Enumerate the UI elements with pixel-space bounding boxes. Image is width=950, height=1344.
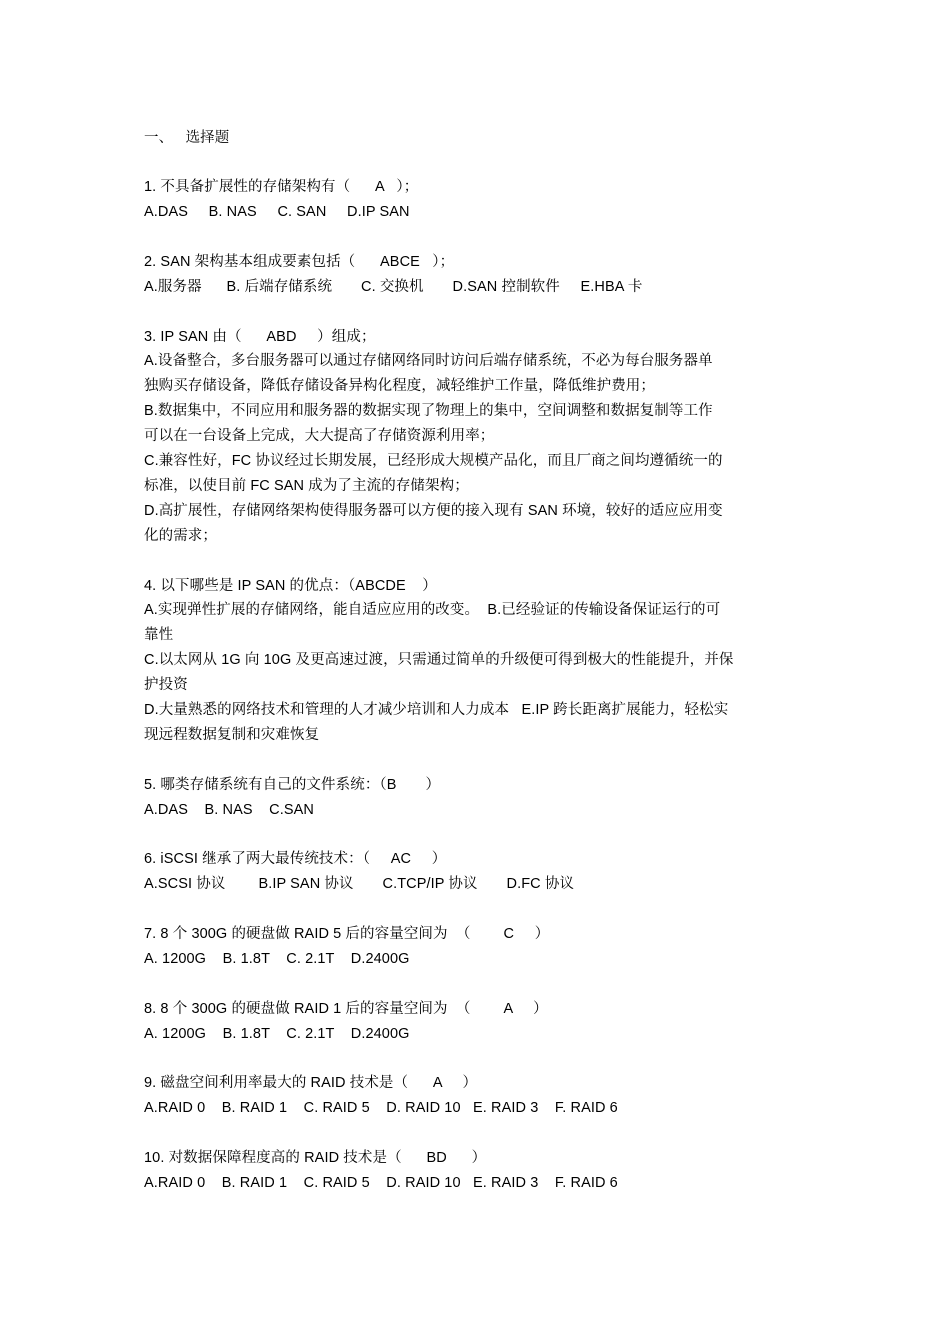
question-3-option-a-line2: 独购买存储设备，降低存储设备异构化程度，减轻维护工作量，降低维护费用； — [144, 378, 655, 394]
question-3-option-d-line2: 化的需求； — [144, 528, 217, 544]
question-8-options: A. 1200G B. 1.8T C. 2.1T D.2400G — [144, 1026, 410, 1042]
question-1: 1. 不具备扩展性的存储架构有（ A ）； — [144, 179, 419, 195]
question-3-option-d-line1: D.高扩展性，存储网络架构使得服务器可以方便的接入现有 SAN 环境，较好的适应应用变 — [144, 503, 723, 519]
question-1-options: A.DAS B. NAS C. SAN D.IP SAN — [144, 204, 410, 220]
question-3-option-b-line1: B.数据集中，不同应用和服务器的数据实现了物理上的集中，空间调整和数据复制等工作 — [144, 403, 713, 419]
question-3: 3. IP SAN 由（ ABD ）组成； — [144, 329, 376, 345]
question-7-options: A. 1200G B. 1.8T C. 2.1T D.2400G — [144, 951, 410, 967]
question-6: 6. iSCSI 继承了两大最传统技术：（ AC ） — [144, 851, 447, 867]
question-4-options-line5: D.大量熟悉的网络技术和管理的人才减少培训和人力成本 E.IP 跨长距离扩展能力，轻松实 — [144, 702, 729, 718]
question-10: 10. 对数据保障程度高的 RAID 技术是（ BD ） — [144, 1150, 487, 1166]
question-3-option-a-line1: A.设备整合，多台服务器可以通过存储网络同时访问后端存储系统，不必为每台服务器单 — [144, 353, 713, 369]
question-7: 7. 8 个 300G 的硬盘做 RAID 5 后的容量空间为 （ C ） — [144, 926, 550, 942]
question-4: 4. 以下哪些是 IP SAN 的优点：（ABCDE ） — [144, 578, 437, 594]
question-9: 9. 磁盘空间利用率最大的 RAID 技术是（ A ） — [144, 1075, 478, 1091]
question-3-option-c-line1: C.兼容性好，FC 协议经过长期发展，已经形成大规模产品化，而且厂商之间均遵循统一的 — [144, 453, 723, 469]
question-10-options: A.RAID 0 B. RAID 1 C. RAID 5 D. RAID 10 E. RAID 3 F. RAID 6 — [144, 1175, 618, 1191]
question-5-options: A.DAS B. NAS C.SAN — [144, 802, 314, 818]
question-4-options-line2: 靠性 — [144, 627, 174, 643]
question-5: 5. 哪类存储系统有自己的文件系统：（B ） — [144, 777, 441, 793]
question-4-options-line6: 现远程数据复制和灾难恢复 — [144, 727, 320, 743]
question-6-options: A.SCSI 协议 B.IP SAN 协议 C.TCP/IP 协议 D.FC 协议 — [144, 876, 575, 892]
question-4-options-line3: C.以太网从 1G 向 10G 及更高速过渡，只需通过简单的升级便可得到极大的性能提升，并保 — [144, 652, 734, 668]
section-title: 一、 选择题 — [144, 130, 230, 146]
question-9-options: A.RAID 0 B. RAID 1 C. RAID 5 D. RAID 10 E. RAID 3 F. RAID 6 — [144, 1100, 618, 1116]
question-3-option-c-line2: 标准，以使目前 FC SAN 成为了主流的存储架构； — [144, 478, 469, 494]
question-4-options-line4: 护投资 — [144, 677, 188, 693]
question-8: 8. 8 个 300G 的硬盘做 RAID 1 后的容量空间为 （ A ） — [144, 1001, 548, 1017]
question-2-options: A.服务器 B. 后端存储系统 C. 交换机 D.SAN 控制软件 E.HBA 卡 — [144, 279, 643, 295]
question-2: 2. SAN 架构基本组成要素包括（ ABCE ）； — [144, 254, 455, 270]
question-4-options-line1: A.实现弹性扩展的存储网络，能自适应应用的改变。 B.已经验证的传输设备保证运行的可 — [144, 602, 721, 618]
question-3-option-b-line2: 可以在一台设备上完成，大大提高了存储资源利用率； — [144, 428, 495, 444]
